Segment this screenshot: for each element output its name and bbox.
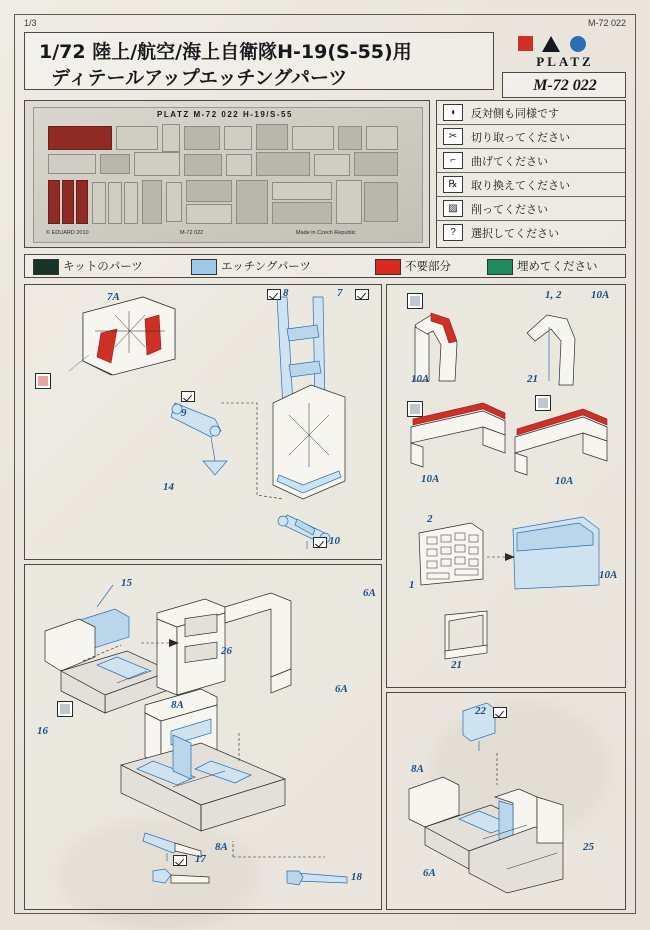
callout-10a-mid-right: 10A <box>555 475 574 487</box>
symbol-row-mirror <box>437 101 625 125</box>
callout-6a-d: 6A <box>423 867 436 879</box>
brand-triangle-icon <box>542 36 560 52</box>
symbol-label-replace: 取り換えてください <box>471 179 570 192</box>
symbol-row-replace <box>437 173 625 197</box>
callout-10a-top: 10A <box>591 289 610 301</box>
color-label-etch: エッチングパーツ <box>221 259 311 273</box>
symbol-row-choose <box>437 221 625 245</box>
bend-icon: ⌐ <box>443 152 463 169</box>
choose-icon: ? <box>443 224 463 241</box>
fret-photo-box <box>24 100 430 248</box>
symbol-legend <box>436 100 626 248</box>
sand-swatch-b3 <box>535 395 551 411</box>
sand-icon: ▨ <box>443 200 463 217</box>
check-17 <box>173 855 187 866</box>
callout-14: 14 <box>163 481 174 493</box>
mirror-icon: ◖ <box>443 104 463 121</box>
callout-9: 9 <box>181 407 187 419</box>
panel-b-drawing <box>387 285 627 689</box>
callout-21: 21 <box>451 659 462 671</box>
symbol-label-bend: 曲げてください <box>471 155 548 168</box>
assembly-panel-a <box>24 284 382 560</box>
remove-swatch-7a <box>35 373 51 389</box>
callout-1-2: 1, 2 <box>545 289 562 301</box>
callout-16: 16 <box>37 725 48 737</box>
symbol-row-cut <box>437 125 625 149</box>
assembly-panel-c <box>24 564 382 910</box>
check-22 <box>493 707 507 718</box>
color-swatch-kit <box>33 259 59 275</box>
callout-10a-lower: 10A <box>599 569 618 581</box>
check-7 <box>355 289 369 300</box>
callout-15: 15 <box>121 577 132 589</box>
callout-6a-upper: 6A <box>363 587 376 599</box>
page-number: 1/3 <box>24 18 37 28</box>
symbol-label-mirror: 反対側も同様です <box>471 107 559 120</box>
etching-fret <box>33 107 423 243</box>
callout-18: 18 <box>351 871 362 883</box>
brand-shapes <box>518 34 614 54</box>
callout-7a: 7A <box>107 291 120 303</box>
callout-2: 2 <box>427 513 433 525</box>
fret-footer-left: © EDUARD 2010 <box>46 230 89 236</box>
fret-footer-center: M-72 022 <box>180 230 204 236</box>
color-swatch-remove <box>375 259 401 275</box>
sand-swatch-c <box>57 701 73 717</box>
symbol-label-sand: 削ってください <box>471 203 548 216</box>
color-label-remove: 不要部分 <box>405 259 451 273</box>
panel-a-drawing <box>25 285 383 561</box>
callout-8a-upper: 8A <box>171 699 184 711</box>
callout-8a-lower: 8A <box>215 841 228 853</box>
callout-21-top: 21 <box>527 373 538 385</box>
callout-10a-left: 10A <box>411 373 430 385</box>
symbol-label-choose: 選択してください <box>471 227 559 240</box>
sand-swatch-b2 <box>407 401 423 417</box>
fret-header-text: PLATZ M-72 022 H-19/S-55 <box>157 110 293 119</box>
brand-circle-icon <box>570 36 586 52</box>
symbol-row-bend <box>437 149 625 173</box>
color-swatch-etch <box>191 259 217 275</box>
fret-footer <box>40 230 410 240</box>
title-line-2: ディテールアップエッチングパーツ <box>51 67 348 89</box>
color-label-fill: 埋めてください <box>517 259 598 273</box>
assembly-panel-d <box>386 692 626 910</box>
brand-square-icon <box>518 36 533 51</box>
product-code-box <box>502 72 626 98</box>
fret-footer-right: Made in Czech Republic <box>296 230 356 236</box>
callout-8: 8 <box>283 287 289 299</box>
color-swatch-fill <box>487 259 513 275</box>
title-block <box>24 32 626 92</box>
callout-22: 22 <box>475 705 486 717</box>
brand-name: PLATZ <box>536 54 594 69</box>
callout-8a-d: 8A <box>411 763 424 775</box>
replace-icon: ℞ <box>443 176 463 193</box>
check-10 <box>313 537 327 548</box>
callout-1: 1 <box>409 579 415 591</box>
check-8 <box>267 289 281 300</box>
cut-icon: ✂ <box>443 128 463 145</box>
callout-25: 25 <box>583 841 594 853</box>
callout-7: 7 <box>337 287 343 299</box>
product-code: M-72 022 <box>533 77 597 94</box>
symbol-row-sand <box>437 197 625 221</box>
color-key-bar <box>24 254 626 278</box>
check-9 <box>181 391 195 402</box>
product-code-top: M-72 022 <box>587 18 626 28</box>
symbol-label-cut: 切り取ってください <box>471 131 570 144</box>
callout-26: 26 <box>221 645 232 657</box>
assembly-panel-b <box>386 284 626 688</box>
title-line-1: 1/72 陸上/航空/海上自衛隊H-19(S-55)用 <box>39 41 412 63</box>
sand-swatch-b1 <box>407 293 423 309</box>
title-box <box>24 32 494 90</box>
color-label-kit: キットのパーツ <box>63 259 143 273</box>
callout-10a-mid-left: 10A <box>421 473 440 485</box>
callout-10: 10 <box>329 535 340 547</box>
callout-6a-lower: 6A <box>335 683 348 695</box>
callout-17: 17 <box>195 853 206 865</box>
